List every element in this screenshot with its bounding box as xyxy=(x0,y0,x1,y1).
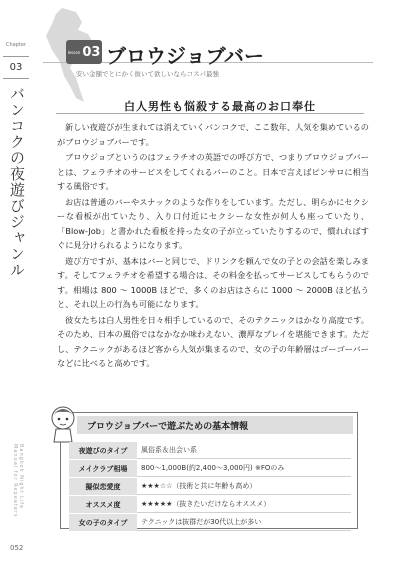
table-row xyxy=(69,460,351,477)
info-title-bar xyxy=(77,416,353,434)
article-body xyxy=(57,120,369,372)
info-value: 風俗系＆出会い系 xyxy=(137,442,351,459)
lesson-badge xyxy=(66,40,102,64)
info-value: 800～1,000B(約2,400～3,000円) ※FOのみ xyxy=(137,460,351,477)
page-title: ブロウジョブバー xyxy=(106,44,264,68)
paragraph: 遊び方ですが、基本はバーと同じで、ドリンクを頼んで女の子との会話を楽しみます。そしてフェラチオを希望する場合は、その料金を払ってサービスしてもらうのです。相場は 800 ～ 1000B ほどで、多くのお店はさらに 1000 ～ 2000B ほど払うと、それ以上の行為も可能になります。 xyxy=(57,255,369,309)
paragraph: 彼女たちは白人男性を日々相手しているので、そのテクニックはかなり高度です。そのため、日本の風俗ではなかなか味わえない、濃厚なプレイを堪能できます。ただし、テクニックがあるほど客から人気が集まるので、女の子の年齢層はゴーゴーバーなどに比べると高めです。 xyxy=(57,314,369,368)
table-row xyxy=(69,496,351,513)
chapter-rule-top xyxy=(3,56,29,57)
table-row xyxy=(69,514,351,531)
section-heading-rule xyxy=(56,113,364,114)
paragraph: お店は普通のバーやスナックのような作りをしています。ただし、明らかにセクシーな看板が出ていたり、入り口付近にセクシーな女性が何人も座っていたり、「Blow-Job」と書かれた看板を持った女の子が立っていたりするので、慣れればすぐに見分けられるようになります。 xyxy=(57,196,369,250)
info-label: 擬似恋愛度 xyxy=(69,478,137,495)
page-number: 052 xyxy=(10,544,24,552)
table-row xyxy=(69,442,351,459)
lesson-word: lesson xyxy=(67,49,81,55)
book-title: Bangkok Night Life Manual for Repeaters xyxy=(12,444,24,518)
paragraph: ブロウジョブというのはフェラチオの英語での呼び方で、つまりブロウジョブバーとは、フェラチオのサービスをしてくれるバーのこと。日本で言えばピンサロに相当する風俗です。 xyxy=(57,152,369,191)
chapter-title: バンコクの夜遊びジャンル xyxy=(8,86,26,278)
section-heading: 白人男性も悩殺する最高のお口奉仕 xyxy=(124,100,316,113)
info-label: 夜遊びのタイプ xyxy=(69,442,137,459)
chapter-rule-bottom xyxy=(3,78,29,79)
info-value: テクニックは抜群だが30代以上が多い xyxy=(137,514,351,531)
info-value: ★★★★★（抜きたいだけならオススメ） xyxy=(137,496,351,513)
info-box xyxy=(60,412,358,529)
info-label: 女の子のタイプ xyxy=(69,514,137,531)
info-label: オススメ度 xyxy=(69,496,137,513)
paragraph: 新しい夜遊びが生まれては消えていくバンコクで、ここ数年、人気を集めているのがブロウジョブバーです。 xyxy=(57,122,369,147)
chapter-number: 03 xyxy=(9,62,23,73)
page-subtitle: 安い金額でとにかく抜いて欲しいならコスパ最強 xyxy=(76,70,219,78)
info-label: メイクラブ相場 xyxy=(69,460,137,477)
info-value: ★★★☆☆（技術と共に年齢も高め） xyxy=(137,478,351,495)
info-box-title: ブロウジョブバーで遊ぶための基本情報 xyxy=(87,421,249,432)
chapter-label: Chapter xyxy=(6,42,26,48)
mascot-icon xyxy=(47,405,79,443)
table-row xyxy=(69,478,351,495)
lesson-number: 03 xyxy=(82,44,101,60)
info-table xyxy=(69,441,351,532)
